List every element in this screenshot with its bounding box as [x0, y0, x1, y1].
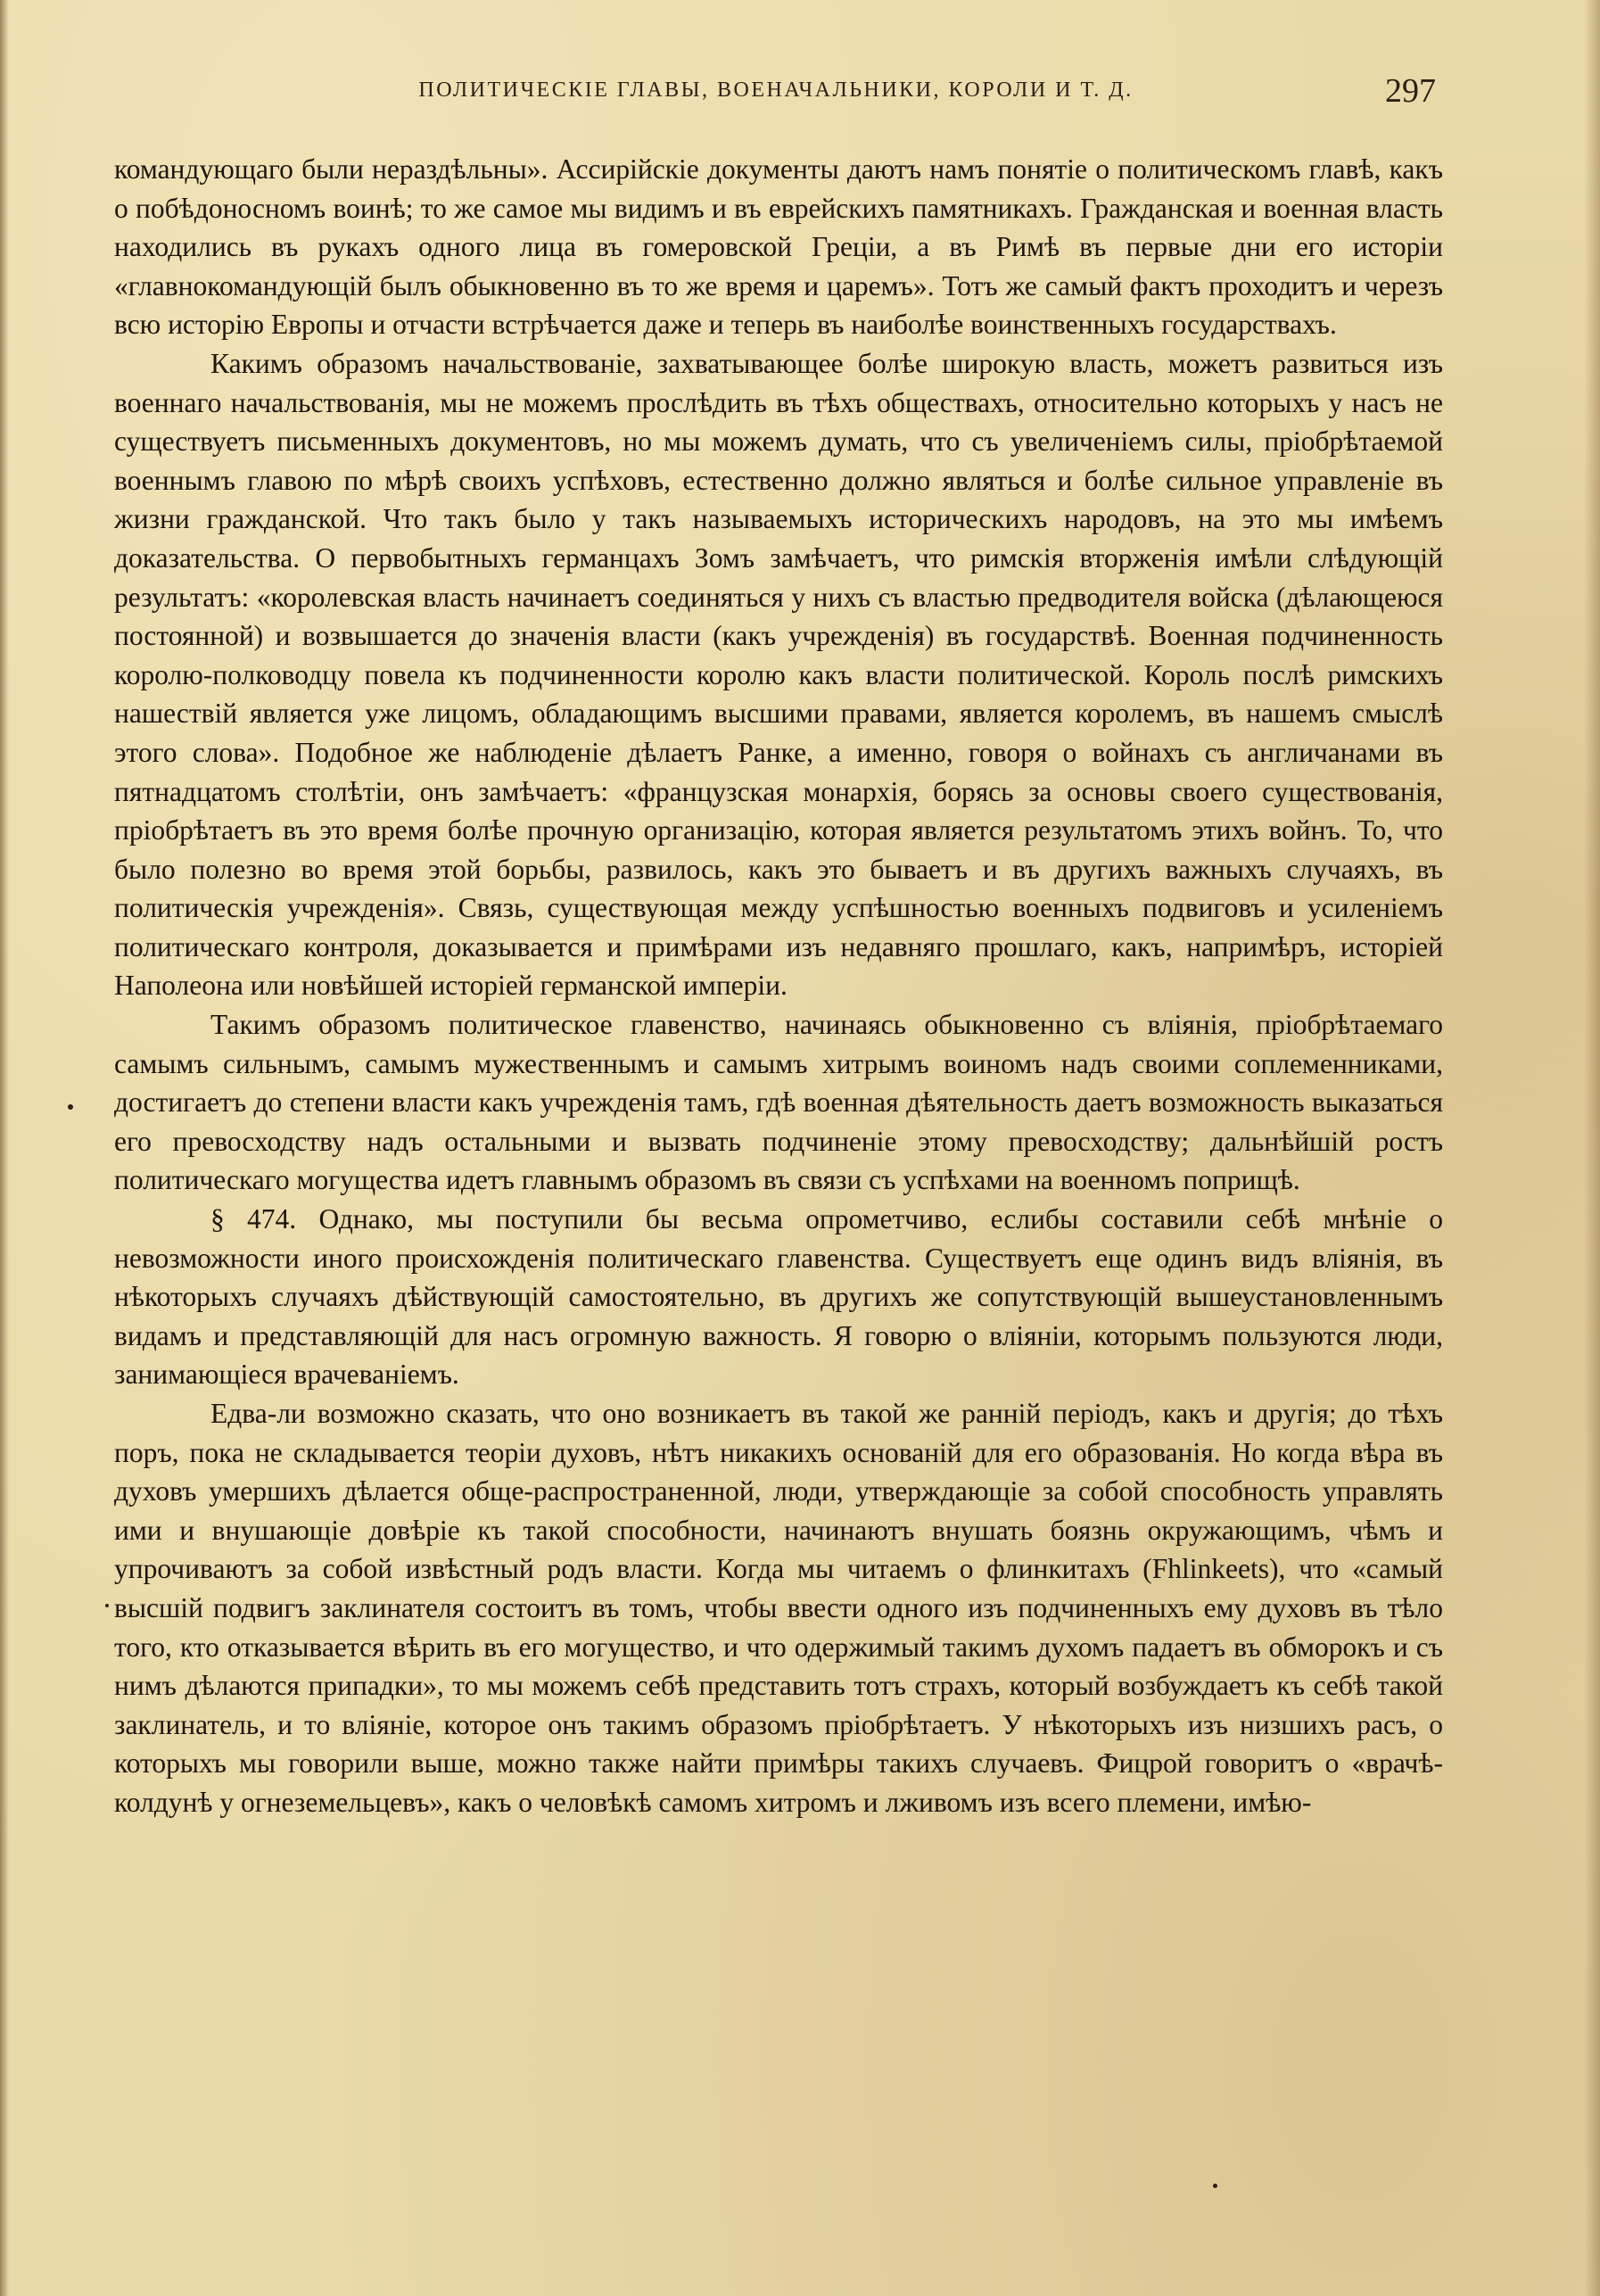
page-edge-shadow: [1584, 0, 1600, 2296]
paragraph: Какимъ образомъ начальствованіе, захватывающее болѣе широкую власть, можетъ развиться изъ военнаго начальствованія, мы не можемъ прослѣдить въ тѣхъ обществахъ, относительно которыхъ у насъ не существуетъ письменныхъ документовъ, но мы можемъ думать, что съ увеличеніемъ силы, пріобрѣтаемой военнымъ главою по мѣрѣ своихъ успѣховъ, естественно должно являться и болѣе сильное управленіе въ жизни гражданской. Что такъ было у такъ называемыхъ историческихъ народовъ, на это мы имѣемъ доказательства. О первобытныхъ германцахъ Зомъ замѣчаетъ, что римскія вторженія имѣли слѣдующій результатъ: «королевская власть начинаетъ соединяться у нихъ съ властью предводителя войска (дѣлающеюся постоянной) и возвышается до значенія власти (какъ учрежденія) въ государствѣ. Военная подчиненность королю-полководцу повела къ подчиненности королю какъ власти политической. Король послѣ римскихъ нашествій является уже лицомъ, обладающимъ высшими правами, является королемъ, въ нашемъ смыслѣ этого слова». Подобное же наблюденіе дѣлаетъ Ранке, а именно, говоря о войнахъ съ англичанами въ пятнадцатомъ столѣтіи, онъ замѣчаетъ: «французская монархія, борясь за основы своего существованія, пріобрѣтаетъ въ это время болѣе прочную организацію, которая является результатомъ этихъ войнъ. То, что было полезно во время этой борьбы, развилось, какъ это бываетъ и въ другихъ важныхъ случаяхъ, въ политическія учрежденія». Связь, существующая между успѣшностью военныхъ подвиговъ и усиленіемъ политическаго контроля, доказывается и примѣрами изъ недавняго прошлаго, какъ, напримѣръ, исторіей Наполеона или новѣйшей исторіей германской имперіи.: [114, 347, 1443, 1002]
ink-speck: [1213, 2184, 1217, 2188]
ink-speck: [105, 1604, 109, 1607]
paragraph: Едва-ли возможно сказать, что оно возникаетъ въ такой же ранній періодъ, какъ и другія; до тѣхъ поръ, пока не складывается теоріи духовъ, нѣтъ никакихъ основаній для его образованія. Но когда вѣра въ духовъ умершихъ дѣлается обще-распространенной, люди, утверждающіе за собой способность управлять ими и внушающіе довѣріе къ такой способности, начинаютъ внушать боязнь окружающимъ, чѣмъ и упрочиваютъ за собой извѣстный родъ власти. Когда мы читаемъ о флинкитахъ (Fhlinkeets), что «самый высшій подвигъ заклинателя состоитъ въ томъ, чтобы ввести одного изъ подчиненныхъ ему духовъ въ тѣло того, кто отказывается вѣрить въ его могущество, и что одержимый такимъ духомъ падаетъ въ обморокъ и съ нимъ дѣлаются припадки», то мы можемъ себѣ представить тотъ страхъ, который возбуждаетъ къ себѣ такой заклинатель, и то вліяніе, которое онъ такимъ образомъ пріобрѣтаетъ. У нѣкоторыхъ изъ низшихъ расъ, о которыхъ мы говорили выше, можно также найти примѣры такихъ случаевъ. Фицрой говоритъ о «врачѣ-колдунѣ у огнеземельцевъ», какъ о человѣкѣ самомъ хитромъ и лживомъ изъ всего племени, имѣю-: [114, 1398, 1443, 1818]
page-edge-shadow: [0, 0, 9, 2296]
running-head: ПОЛИТИЧЕСКІЕ ГЛАВЫ, ВОЕНАЧАЛЬНИКИ, КОРОЛИ И Т. Д.: [418, 78, 1134, 102]
paragraph: командующаго были нераздѣльны». Ассирійскіе документы даютъ намъ понятіе о политическомъ главѣ, какъ о побѣдоносномъ воинѣ; то же самое мы видимъ и въ еврейскихъ памятникахъ. Гражданская и военная власть находились въ рукахъ одного лица въ гомеровской Греціи, а въ Римѣ въ первые дни его исторіи «главнокомандующій былъ обыкновенно въ то же время и царемъ». Тотъ же самый фактъ проходитъ и черезъ всю исторію Европы и отчасти встрѣчается даже и теперь въ наиболѣе воинственныхъ государствахъ.: [114, 153, 1443, 341]
ink-speck: [68, 1104, 73, 1110]
page-header: [116, 71, 1436, 116]
page-number: 297: [1385, 72, 1436, 110]
body-text: [114, 150, 1443, 1822]
paragraph: Такимъ образомъ политическое главенство, начинаясь обыкновенно съ вліянія, пріобрѣтаемаго самымъ сильнымъ, самымъ мужественнымъ и самымъ хитрымъ воиномъ надъ своими соплеменниками, достигаетъ до степени власти какъ учрежденія тамъ, гдѣ военная дѣятельность даетъ возможность выказаться его превосходству надъ остальными и вызвать подчиненіе этому превосходству; дальнѣйшій ростъ политическаго могущества идетъ главнымъ образомъ въ связи съ успѣхами на военномъ поприщѣ.: [114, 1009, 1443, 1196]
paragraph: § 474. Однако, мы поступили бы весьма опрометчиво, еслибы составили себѣ мнѣніе о невозможности иного происхожденія политическаго главенства. Существуетъ еще одинъ видъ вліянія, въ нѣкоторыхъ случаяхъ дѣйствующій самостоятельно, въ другихъ же сопутствующій вышеустановленнымъ видамъ и представляющій для насъ огромную важность. Я говорю о вліяніи, которымъ пользуются люди, занимающіеся врачеваніемъ.: [114, 1203, 1443, 1391]
